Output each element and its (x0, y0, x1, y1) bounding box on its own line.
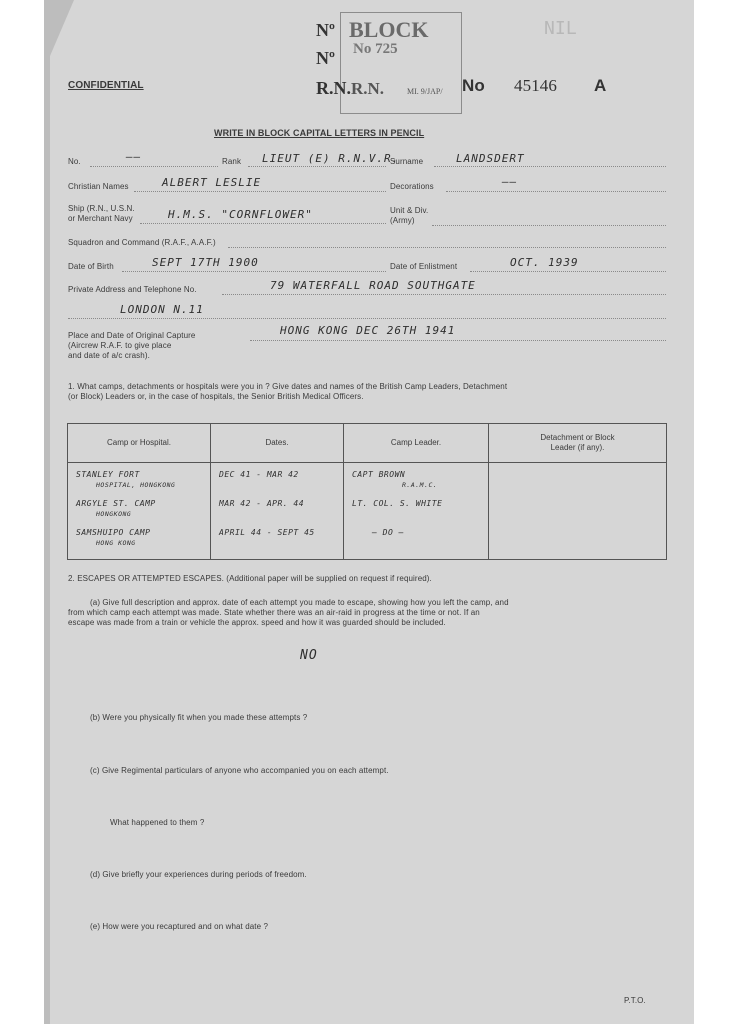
address-line-2 (68, 318, 666, 319)
stamp-number-value: No 725 (353, 41, 398, 57)
christian-names-value: ALBERT LESLIE (162, 176, 262, 189)
enlistment-line (470, 271, 666, 272)
unit-line (432, 225, 666, 226)
q2-heading: 2. ESCAPES OR ATTEMPTED ESCAPES. (Additional paper will be supplied on request if required). (68, 574, 432, 583)
decorations-line (446, 191, 666, 192)
leader-entry: — DO — (372, 528, 404, 537)
capture-line (250, 340, 666, 341)
rank-line (248, 166, 386, 167)
no-value: —— (126, 150, 142, 163)
surname-value: LANDSDERT (456, 152, 525, 165)
confidential-heading: CONFIDENTIAL (68, 80, 144, 91)
squadron-line (228, 247, 666, 248)
leader-column (344, 463, 489, 560)
header-dates: Dates. (211, 424, 344, 463)
surname-label: Surname (390, 157, 424, 166)
capture-label-1: Place and Date of Original Capture (68, 331, 196, 340)
q2a-text-1: (a) Give full description and approx. date of each attempt you made to escape, showing how you left the camp, and (90, 598, 509, 607)
form-series-letter: A (594, 76, 607, 95)
leader-entry: CAPT BROWN R.A.M.C. (352, 470, 438, 489)
q2d-text: (d) Give briefly your experiences during periods of freedom. (90, 870, 307, 879)
q2a-text-2: from which camp each attempt was made. State whether there was an air-raid in progress at the time or not. If an (68, 608, 480, 617)
stamp-rn-text: R.N. (351, 79, 385, 98)
ship-line (140, 223, 386, 224)
unit-label-1: Unit & Div. (390, 206, 429, 215)
capture-label-3: and date of a/c crash). (68, 351, 150, 360)
camps-table (67, 423, 667, 560)
q2b-text: (b) Were you physically fit when you made these attempts ? (90, 713, 308, 722)
dates-column (211, 463, 344, 560)
ship-label-1: Ship (R.N., U.S.N. (68, 204, 135, 213)
block-capitals-instruction: WRITE IN BLOCK CAPITAL LETTERS IN PENCIL (214, 128, 425, 138)
dates-entry: MAR 42 - APR. 44 (219, 499, 305, 508)
camp-entry: SAMSHUIPO CAMP HONG KONG (76, 528, 151, 547)
capture-label-2: (Aircrew R.A.F. to give place (68, 341, 172, 350)
enlistment-label: Date of Enlistment (390, 262, 458, 271)
dob-value: SEPT 17TH 1900 (152, 256, 259, 269)
header-detachment (489, 424, 667, 463)
folded-corner (44, 0, 74, 70)
surname-line (434, 166, 666, 167)
q2c-sub-text: What happened to them ? (110, 818, 205, 827)
christian-names-label: Christian Names (68, 182, 129, 191)
dates-entry: DEC 41 - MAR 42 (219, 470, 299, 479)
stamp-number-label: Nº (316, 20, 335, 40)
q2c-text: (c) Give Regimental particulars of anyone who accompanied you on each attempt. (90, 766, 389, 775)
christian-names-line (134, 191, 386, 192)
ship-value: H.M.S. "CORNFLOWER" (168, 208, 313, 221)
camp-column (68, 463, 211, 560)
unit-label-2: (Army) (390, 216, 415, 225)
header-leader: Camp Leader. (344, 424, 489, 463)
stamp-mi-ref: MI. 9/JAP/ (407, 87, 443, 96)
camps-table-header (68, 424, 667, 463)
no-label: No. (68, 157, 81, 166)
rank-value: LIEUT (E) R.N.V.R. (262, 152, 400, 165)
top-right-note: NIL (544, 18, 577, 39)
camp-entry: STANLEY FORT HOSPITAL, HONGKONG (76, 470, 176, 489)
dob-label: Date of Birth (68, 262, 114, 271)
decorations-value: —— (502, 175, 518, 188)
address-value-1: 79 WATERFALL ROAD SOUTHGATE (270, 279, 476, 292)
stamp-number-label-2: Nº (316, 48, 335, 68)
stamp-rn-label: R.N. (316, 78, 351, 98)
dates-entry: APRIL 44 - SEPT 45 (219, 528, 315, 537)
ship-label-2: or Merchant Navy (68, 214, 133, 223)
q2e-text: (e) How were you recaptured and on what date ? (90, 922, 269, 931)
rank-label: Rank (222, 157, 242, 166)
no-line (90, 166, 218, 167)
pto-note: P.T.O. (624, 996, 646, 1005)
header-detachment-2: Leader (if any). (550, 443, 605, 452)
q1-text-1: 1. What camps, detachments or hospitals were you in ? Give dates and names of the British Camp Leaders, Detachment (68, 382, 508, 391)
header-camp: Camp or Hospital. (68, 424, 211, 463)
form-number-label: No (462, 76, 485, 95)
address-label: Private Address and Telephone No. (68, 285, 197, 294)
stamp-block-text: BLOCK (349, 17, 429, 42)
block-stamp (340, 12, 462, 114)
q1-text-2: (or Block) Leaders or, in the case of hospitals, the Senior British Medical Officers. (68, 392, 364, 401)
camps-table-body (68, 463, 667, 560)
dob-line (122, 271, 386, 272)
detachment-column (489, 463, 667, 560)
paper-edge-shadow (44, 0, 50, 1024)
leader-entry: LT. COL. S. WHITE (352, 499, 443, 508)
enlistment-value: OCT. 1939 (510, 256, 579, 269)
decorations-label: Decorations (390, 182, 434, 191)
header-detachment-1: Detachment or Block (540, 433, 615, 442)
capture-value: HONG KONG DEC 26TH 1941 (280, 324, 456, 337)
q2a-text-3: escape was made from a train or vehicle the approx. speed and how it was guarded should be included. (68, 618, 446, 627)
address-value-2: LONDON N.11 (120, 303, 204, 316)
q2a-answer: NO (300, 648, 318, 663)
address-line-1 (222, 294, 666, 295)
squadron-label: Squadron and Command (R.A.F., A.A.F.) (68, 238, 216, 247)
camp-entry: ARGYLE ST. CAMP HONGKONG (76, 499, 156, 518)
form-number-value: 45146 (514, 76, 557, 95)
